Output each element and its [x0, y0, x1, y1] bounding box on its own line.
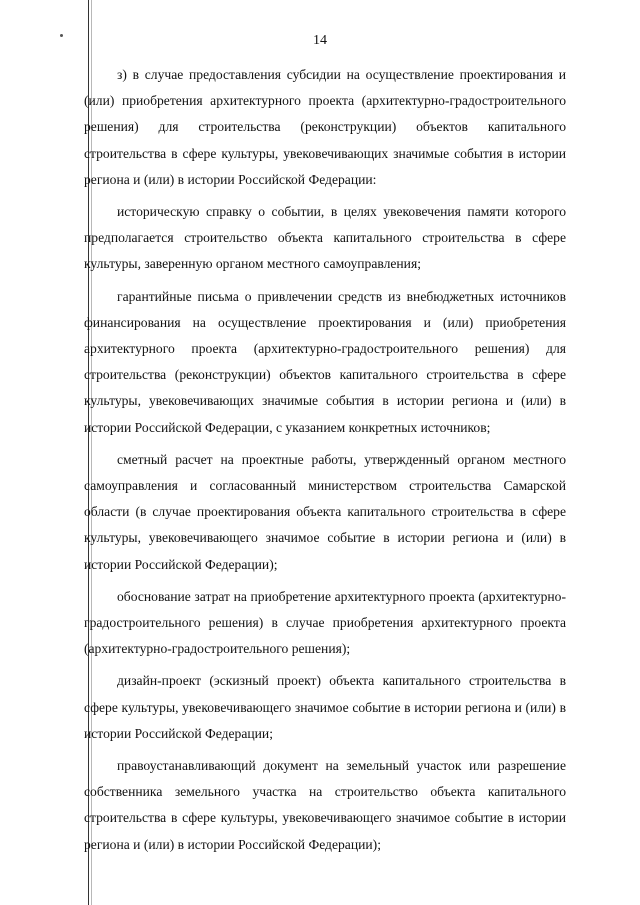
paragraph-cost-justification: обоснование затрат на приобретение архитектурного проекта (архитектурно-градостроительного решения) в случае приобретения архитектурного проекта (архитектурно-градостроительного решения);	[84, 588, 566, 657]
page-number: 14	[313, 33, 327, 48]
paragraph-guarantee-letters: гарантийные письма о привлечении средств из внебюджетных источников финансирования на осуществление проектирования и (или) приобретения архитектурного проекта (архитектурно-градостроительного решения) для строительства (реконструкции) объектов капитального строительства в сфере культуры, увековечивающих значимые события в истории региона и (или) в истории Российской Федерации, с указанием конкретных источников;	[84, 288, 566, 435]
paragraph-design-project: дизайн-проект (эскизный проект) объекта капитального строительства в сфере культуры, увековечивающего значимое событие в истории региона и (или) в истории Российской Федерации;	[84, 673, 566, 741]
paragraph-title-document: правоустанавливающий документ на земельный участок или разрешение собственника земельного участка на строительство объекта капитального строительства в сфере культуры, увековечивающего значимое событие в истории региона и (или) в истории Российской Федерации);	[84, 758, 566, 852]
document-body	[84, 62, 566, 864]
paragraph-cost-estimate: сметный расчет на проектные работы, утвержденный органом местного самоуправления и согласованный министерством строительства Самарской области (в случае проектирования объекта капитального строительства в сфере культуры, увековечивающего значимое событие в истории региона и (или) в истории Российской Федерации);	[84, 451, 566, 572]
paragraph-z-intro: з) в случае предоставления субсидии на осуществление проектирования и (или) приобретения архитектурного проекта (архитектурно-градостроительного решения) для строительства (реконструкции) объектов капитального строительства в сфере культуры, увековечивающих значимые события в истории региона и (или) в истории Российской Федерации:	[84, 67, 566, 187]
paragraph-historical-reference: историческую справку о событии, в целях увековечения памяти которого предполагается строительство объекта капитального строительства в сфере культуры, заверенную органом местного самоуправления;	[84, 204, 566, 272]
